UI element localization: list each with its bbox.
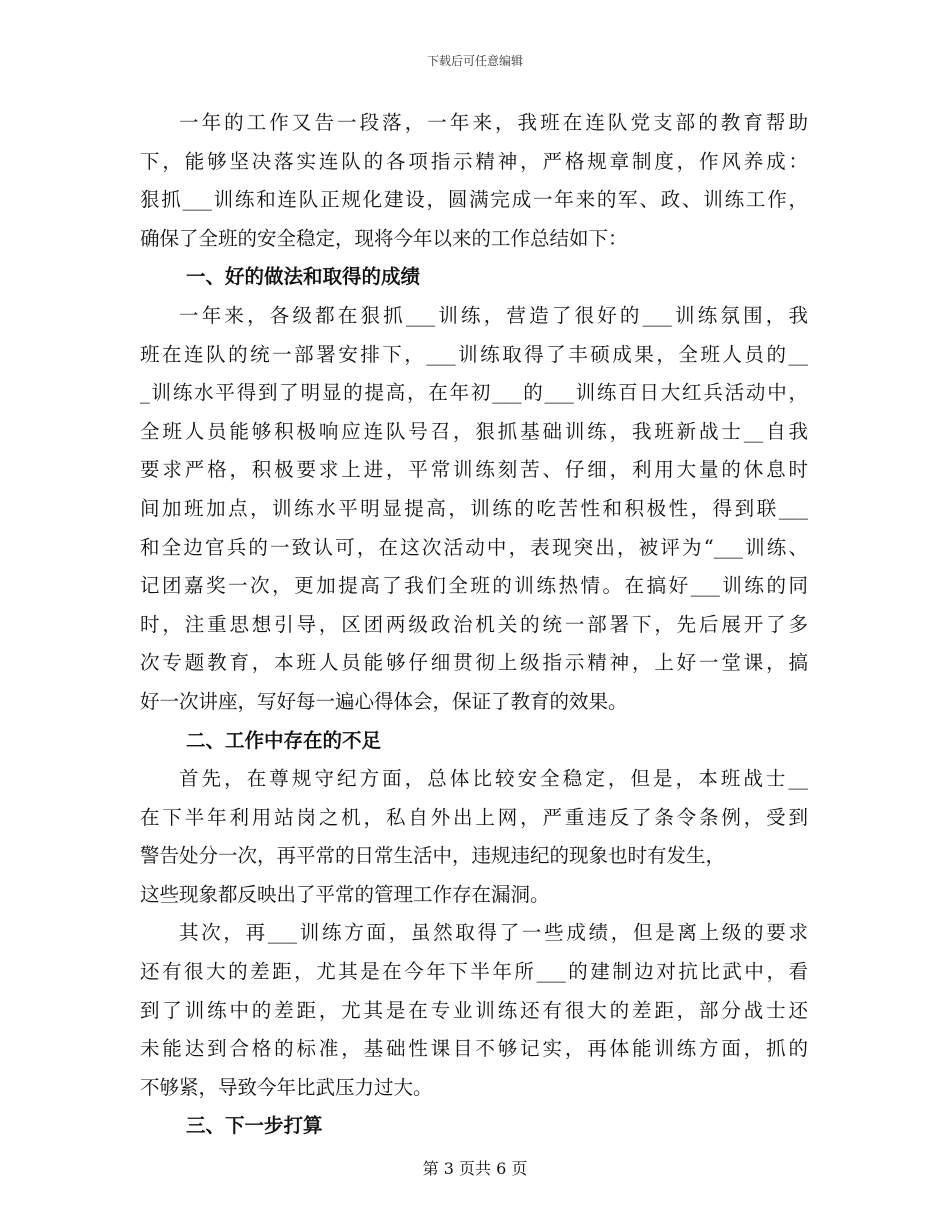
- paragraph-line: 一年来，各级都在狠抓___训练，营造了很好的___训练氛围，我: [179, 303, 808, 327]
- paragraph-line: 在下半年利用站岗之机，私自外出上网，严重违反了条令条例，受到: [140, 805, 808, 829]
- paragraph-line: 和全边官兵的一致认可，在这次活动中，表现突出，被评为“___训练、: [140, 535, 808, 559]
- document-body: [140, 104, 808, 1146]
- paragraph-line: _训练水平得到了明显的提高，在年初___的___训练百日大红兵活动中，: [140, 381, 808, 405]
- paragraph-line: 其次，再___训练方面，虽然取得了一些成绩，但是离上级的要求: [179, 921, 808, 945]
- paragraph-line: 这些现象都反映出了平常的管理工作存在漏洞。: [140, 882, 550, 906]
- paragraph-line: 未能达到合格的标准，基础性课目不够记实，再体能训练方面，抓的: [140, 1037, 808, 1061]
- paragraph-line: 全班人员能够积极响应连队号召，狠抓基础训练，我班新战士__自我: [140, 419, 808, 443]
- section-heading: 一、好的做法和取得的成绩: [186, 265, 421, 289]
- paragraph-line: 不够紧，导致今年比武压力过大。: [140, 1075, 433, 1099]
- paragraph-line: 要求严格，积极要求上进，平常训练刻苦、仔细，利用大量的休息时: [140, 458, 808, 482]
- paragraph-line: 还有很大的差距，尤其是在今年下半年所___的建制边对抗比武中，看: [140, 960, 808, 984]
- paragraph-line: 间加班加点，训练水平明显提高，训练的吃苦性和积极性，得到联___: [140, 496, 808, 520]
- paragraph-line: 确保了全班的安全稳定，现将今年以来的工作总结如下：: [140, 226, 628, 250]
- page-header: 下载后可任意编辑: [426, 54, 523, 68]
- paragraph-line: 班在连队的统一部署安排下，___训练取得了丰硕成果，全班人员的__: [140, 342, 808, 366]
- page-number: 第 3 页共 6 页: [422, 1159, 528, 1178]
- section-heading: 二、工作中存在的不足: [186, 728, 382, 752]
- paragraph-line: 下，能够坚决落实连队的各项指示精神，严格规章制度，作风养成：: [140, 149, 808, 173]
- paragraph-line: 次专题教育，本班人员能够仔细贯彻上级指示精神，上好一堂课，搞: [140, 651, 808, 675]
- paragraph-line: 狠抓___训练和连队正规化建设，圆满完成一年来的军、政、训练工作，: [140, 188, 808, 212]
- paragraph-line: 时，注重思想引导，区团两级政治机关的统一部署下，先后展开了多: [140, 612, 808, 636]
- paragraph-line: 记团嘉奖一次，更加提高了我们全班的训练热情。在搞好___训练的同: [140, 574, 808, 598]
- paragraph-line: 一年的工作又告一段落，一年来，我班在连队党支部的教育帮助: [179, 111, 808, 134]
- paragraph-line: 警告处分一次，再平常的日常生活中，违规违纪的现象也时有发生，: [140, 844, 726, 868]
- paragraph-line: 好一次讲座，写好每一遍心得体会，保证了教育的效果。: [140, 689, 628, 713]
- section-heading: 三、下一步打算: [186, 1114, 323, 1138]
- paragraph-line: 到了训练中的差距，尤其是在专业训练还有很大的差距，部分战士还: [140, 998, 808, 1022]
- paragraph-line: 首先，在尊规守纪方面，总体比较安全稳定，但是，本班战士__: [179, 767, 808, 791]
